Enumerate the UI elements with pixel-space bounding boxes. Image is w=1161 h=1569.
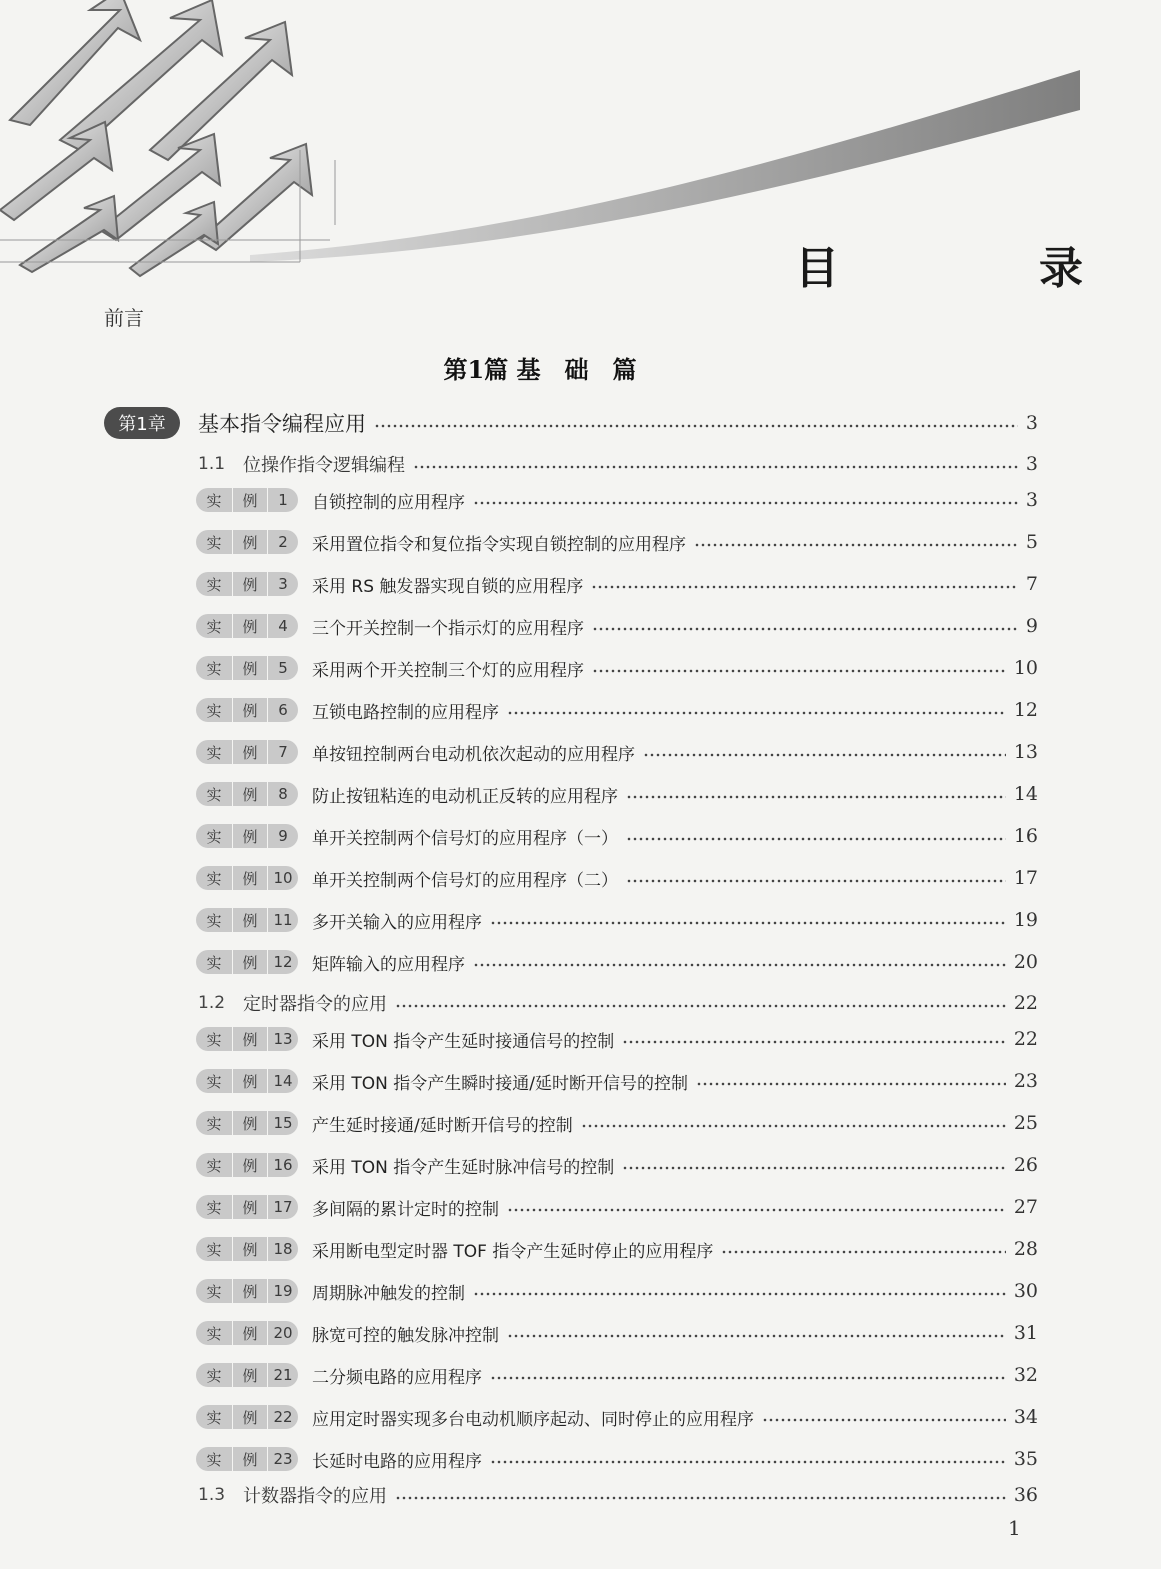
example-number: 11 [268,908,298,932]
page-number: 12 [1013,699,1038,721]
dot-leader [592,611,1018,641]
dot-leader [507,1192,1006,1222]
example-badge [196,1069,298,1093]
example-title: 互锁电路控制的应用程序 [312,702,499,723]
example-badge-label: 实 [196,1111,232,1135]
dot-leader [473,485,1018,515]
example-title: 防止按钮粘连的电动机正反转的应用程序 [312,786,618,807]
example-badge [196,614,298,638]
section-row[interactable] [198,449,1038,479]
dot-leader [395,1480,1006,1510]
example-badge [196,530,298,554]
dot-leader [490,1360,1006,1390]
section-row[interactable] [198,988,1038,1018]
dot-leader [581,1108,1006,1138]
example-badge-label: 例 [233,824,267,848]
example-badge [196,782,298,806]
section-row[interactable] [198,1480,1038,1510]
page-number: 30 [1013,1280,1038,1302]
page-number: 22 [1013,1028,1038,1050]
example-badge [196,488,298,512]
example-title: 长延时电路的应用程序 [312,1451,482,1472]
page-number: 22 [1013,992,1038,1014]
example-badge-label: 实 [196,488,232,512]
example-row[interactable] [196,1276,1038,1306]
dot-leader [626,863,1006,893]
example-badge [196,1279,298,1303]
dot-leader [507,695,1006,725]
page-number: 16 [1013,825,1038,847]
dot-leader [374,408,1018,438]
part-title: 第1篇 基 础 篇 [443,355,637,384]
section-title: 位操作指令逻辑编程 [243,455,406,476]
example-title: 多开关输入的应用程序 [312,912,482,933]
dot-leader [490,1444,1006,1474]
example-row[interactable] [196,611,1038,641]
example-row[interactable] [196,779,1038,809]
page-number: 25 [1013,1112,1038,1134]
dot-leader [592,653,1006,683]
page-number: 5 [1025,531,1038,553]
example-row[interactable] [196,863,1038,893]
dot-leader [507,1318,1006,1348]
example-badge-label: 实 [196,1195,232,1219]
example-title: 采用 RS 触发器实现自锁的应用程序 [312,576,584,597]
example-badge-label: 实 [196,530,232,554]
dot-leader [473,1276,1006,1306]
example-badge [196,1321,298,1345]
chapter-badge: 第1章 [104,407,180,439]
example-badge-label: 例 [233,782,267,806]
example-badge-label: 实 [196,1279,232,1303]
arrow-pattern-decoration [0,0,312,276]
example-badge-label: 实 [196,950,232,974]
example-title: 三个开关控制一个指示灯的应用程序 [312,618,584,639]
example-badge-label: 实 [196,1027,232,1051]
dot-leader [694,527,1018,557]
example-badge-label: 例 [233,1405,267,1429]
example-number: 22 [268,1405,298,1429]
example-number: 3 [268,572,298,596]
dot-leader [721,1234,1005,1264]
example-title: 脉宽可控的触发脉冲控制 [312,1325,499,1346]
example-title: 单开关控制两个信号灯的应用程序（二） [312,870,618,891]
page-number: 28 [1013,1238,1038,1260]
example-badge-label: 实 [196,1237,232,1261]
page-number: 27 [1013,1196,1038,1218]
example-badge-label: 实 [196,656,232,680]
example-badge-label: 例 [233,1027,267,1051]
dot-leader [473,947,1006,977]
example-row[interactable] [196,1444,1038,1474]
example-badge-label: 例 [233,908,267,932]
example-number: 1 [268,488,298,512]
toc-preface[interactable]: 前言 [104,306,144,330]
page-folio: 1 [1008,1516,1021,1540]
example-badge [196,1027,298,1051]
example-row[interactable] [196,737,1038,767]
dot-leader [395,988,1006,1018]
example-row[interactable] [196,821,1038,851]
example-row[interactable] [196,1360,1038,1390]
page-number: 13 [1013,741,1038,763]
example-title: 应用定时器实现多台电动机顺序起动、同时停止的应用程序 [312,1409,754,1430]
example-badge-label: 例 [233,614,267,638]
example-badge-label: 例 [233,1321,267,1345]
example-row[interactable] [196,1318,1038,1348]
example-row[interactable] [196,695,1038,725]
example-title: 产生延时接通/延时断开信号的控制 [312,1115,573,1136]
example-title: 采用断电型定时器 TOF 指令产生延时停止的应用程序 [312,1241,714,1262]
example-badge [196,1405,298,1429]
example-number: 10 [268,866,298,890]
example-badge-label: 例 [233,656,267,680]
example-row[interactable] [196,905,1038,935]
page-number: 26 [1013,1154,1038,1176]
example-row[interactable] [196,1066,1038,1096]
page-number: 10 [1013,657,1038,679]
example-title: 周期脉冲触发的控制 [312,1283,465,1304]
example-title: 多间隔的累计定时的控制 [312,1199,499,1220]
example-badge [196,1237,298,1261]
example-badge [196,1447,298,1471]
example-badge [196,824,298,848]
example-row[interactable] [196,485,1038,515]
example-number: 18 [268,1237,298,1261]
example-badge-label: 例 [233,488,267,512]
page-number: 9 [1025,615,1038,637]
page-number: 23 [1013,1070,1038,1092]
example-badge-label: 实 [196,698,232,722]
example-badge-label: 实 [196,1153,232,1177]
example-row[interactable] [196,1234,1038,1264]
example-row[interactable] [196,1150,1038,1180]
example-number: 17 [268,1195,298,1219]
example-badge [196,698,298,722]
example-title: 采用两个开关控制三个灯的应用程序 [312,660,584,681]
example-badge-label: 实 [196,908,232,932]
section-number: 1.2 [198,993,226,1013]
dot-leader [591,569,1017,599]
dot-leader [622,1150,1006,1180]
example-badge-label: 例 [233,1111,267,1135]
example-row[interactable] [196,1024,1038,1054]
dot-leader [626,821,1006,851]
example-badge [196,866,298,890]
example-badge-label: 实 [196,1321,232,1345]
page-number: 19 [1013,909,1038,931]
dot-leader [626,779,1006,809]
example-badge [196,740,298,764]
example-row[interactable] [196,569,1038,599]
example-row[interactable] [196,1108,1038,1138]
example-number: 19 [268,1279,298,1303]
example-title: 采用 TON 指令产生延时脉冲信号的控制 [312,1157,615,1178]
example-badge-label: 例 [233,1279,267,1303]
example-number: 9 [268,824,298,848]
example-number: 15 [268,1111,298,1135]
section-title: 定时器指令的应用 [243,994,388,1015]
example-badge [196,908,298,932]
section-title: 计数器指令的应用 [243,1486,388,1507]
example-title: 单开关控制两个信号灯的应用程序（一） [312,828,618,849]
example-number: 16 [268,1153,298,1177]
section-number: 1.1 [198,454,226,474]
example-title: 采用 TON 指令产生延时接通信号的控制 [312,1031,615,1052]
dot-leader [696,1066,1006,1096]
example-badge [196,1153,298,1177]
example-badge-label: 实 [196,1363,232,1387]
example-badge [196,1195,298,1219]
example-badge [196,656,298,680]
example-badge-label: 例 [233,698,267,722]
example-badge-label: 例 [233,1195,267,1219]
page-number: 14 [1013,783,1038,805]
dot-leader [643,737,1006,767]
page-number: 36 [1013,1484,1038,1506]
example-number: 2 [268,530,298,554]
example-badge-label: 例 [233,866,267,890]
example-row[interactable] [196,527,1038,557]
page-number: 31 [1013,1322,1038,1344]
example-row[interactable] [196,1192,1038,1222]
example-badge-label: 例 [233,1363,267,1387]
page-title: 目 录 [795,243,1161,294]
page-number: 20 [1013,951,1038,973]
example-number: 5 [268,656,298,680]
chapter-title: 基本指令编程应用 [198,412,366,436]
example-badge-label: 例 [233,950,267,974]
example-number: 4 [268,614,298,638]
example-title: 单按钮控制两台电动机依次起动的应用程序 [312,744,635,765]
example-badge-label: 实 [196,614,232,638]
example-number: 14 [268,1069,298,1093]
page-number: 32 [1013,1364,1038,1386]
dot-leader [762,1402,1006,1432]
example-badge-label: 例 [233,1447,267,1471]
example-badge-label: 实 [196,824,232,848]
page-number: 7 [1025,573,1038,595]
example-title: 矩阵输入的应用程序 [312,954,465,975]
example-badge-label: 实 [196,866,232,890]
example-row[interactable] [196,1402,1038,1432]
example-number: 23 [268,1447,298,1471]
example-badge [196,1111,298,1135]
page-number: 3 [1025,412,1038,434]
example-badge-label: 例 [233,740,267,764]
example-title: 采用置位指令和复位指令实现自锁控制的应用程序 [312,534,686,555]
example-badge-label: 实 [196,1447,232,1471]
example-badge-label: 例 [233,530,267,554]
example-badge-label: 实 [196,782,232,806]
example-number: 6 [268,698,298,722]
example-row[interactable] [196,947,1038,977]
page-number: 34 [1013,1406,1038,1428]
page-number: 35 [1013,1448,1038,1470]
dot-leader [490,905,1006,935]
example-badge-label: 实 [196,1069,232,1093]
example-badge [196,572,298,596]
example-number: 7 [268,740,298,764]
page-number: 17 [1013,867,1038,889]
page-number: 3 [1025,453,1038,475]
example-badge-label: 例 [233,572,267,596]
dot-leader [413,449,1018,479]
section-number: 1.3 [198,1485,226,1505]
example-badge-label: 例 [233,1069,267,1093]
example-badge-label: 实 [196,572,232,596]
example-row[interactable] [196,653,1038,683]
example-title: 二分频电路的应用程序 [312,1367,482,1388]
example-number: 20 [268,1321,298,1345]
example-title: 采用 TON 指令产生瞬时接通/延时断开信号的控制 [312,1073,689,1094]
example-badge [196,950,298,974]
example-badge-label: 实 [196,1405,232,1429]
example-number: 8 [268,782,298,806]
chapter-row[interactable] [104,407,1038,439]
example-badge-label: 例 [233,1153,267,1177]
example-title: 自锁控制的应用程序 [312,492,465,513]
example-number: 12 [268,950,298,974]
example-badge-label: 例 [233,1237,267,1261]
example-number: 13 [268,1027,298,1051]
page-number: 3 [1025,489,1038,511]
dot-leader [622,1024,1006,1054]
example-number: 21 [268,1363,298,1387]
example-badge-label: 实 [196,740,232,764]
example-badge [196,1363,298,1387]
